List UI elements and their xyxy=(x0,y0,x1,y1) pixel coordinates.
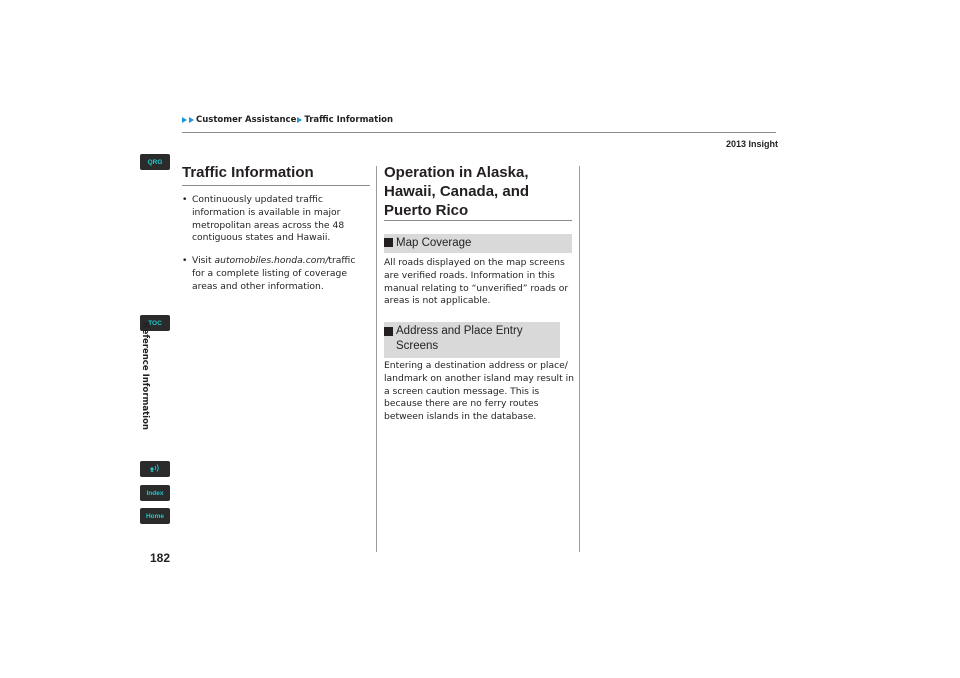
model-label: 2013 Insight xyxy=(725,139,778,149)
list-item xyxy=(182,255,370,293)
paragraph-address-place-entry: Entering a destination address or place/ landmark on another island may result in a screen caution message. This is because there are no ferry routes between islands in the database. xyxy=(384,360,574,423)
square-bullet-icon xyxy=(384,238,393,247)
breadcrumb-item-traffic-information[interactable]: Traffic Information xyxy=(304,115,394,125)
list-item: • Continuously updated traffic information is available in major metropolitan areas across the 48 contiguous states and Hawaii. xyxy=(182,194,345,244)
breadcrumb-item-customer-assistance[interactable]: Customer Assistance xyxy=(196,115,297,125)
breadcrumb-arrow-icon xyxy=(182,117,187,123)
square-bullet-icon xyxy=(384,327,393,336)
breadcrumb-separator-icon xyxy=(297,117,302,123)
title-rule xyxy=(384,220,572,221)
tab-index[interactable]: Index xyxy=(140,485,170,501)
page-number: 182 xyxy=(150,551,171,565)
column-divider xyxy=(579,166,580,552)
subheading-map-coverage: Map Coverage xyxy=(384,234,572,253)
section-title-traffic-information: Traffic Information xyxy=(182,164,314,181)
column-divider xyxy=(376,166,377,552)
tab-home[interactable]: Home xyxy=(140,508,170,524)
section-side-label: Reference Information xyxy=(140,322,150,430)
header-rule xyxy=(182,132,776,133)
breadcrumb xyxy=(182,115,393,125)
tab-voice[interactable] xyxy=(140,461,170,477)
section-title-operation: Operation in Alaska, Hawaii, Canada, and Puerto Rico xyxy=(384,164,530,219)
bullet-prefix: Visit xyxy=(192,255,215,266)
subheading-address-place-entry: Address and Place Entry Screens xyxy=(384,322,560,358)
voice-command-icon xyxy=(149,463,161,475)
bullet-text: traffic for a complete listing of coverage areas and other information. xyxy=(192,255,356,292)
breadcrumb-arrow-icon xyxy=(189,117,194,123)
bullet-icon: • xyxy=(182,255,188,266)
honda-link[interactable]: automobiles.honda.com/ xyxy=(214,255,329,266)
paragraph-map-coverage: All roads displayed on the map screens are verified roads. Information in this manual relating to “unverified” roads or areas is not applicable. xyxy=(384,257,569,307)
tab-qrg[interactable]: QRG xyxy=(140,154,170,170)
bullet-icon: • xyxy=(182,194,188,205)
tab-toc[interactable]: TOC xyxy=(140,315,170,331)
title-rule xyxy=(182,185,370,186)
